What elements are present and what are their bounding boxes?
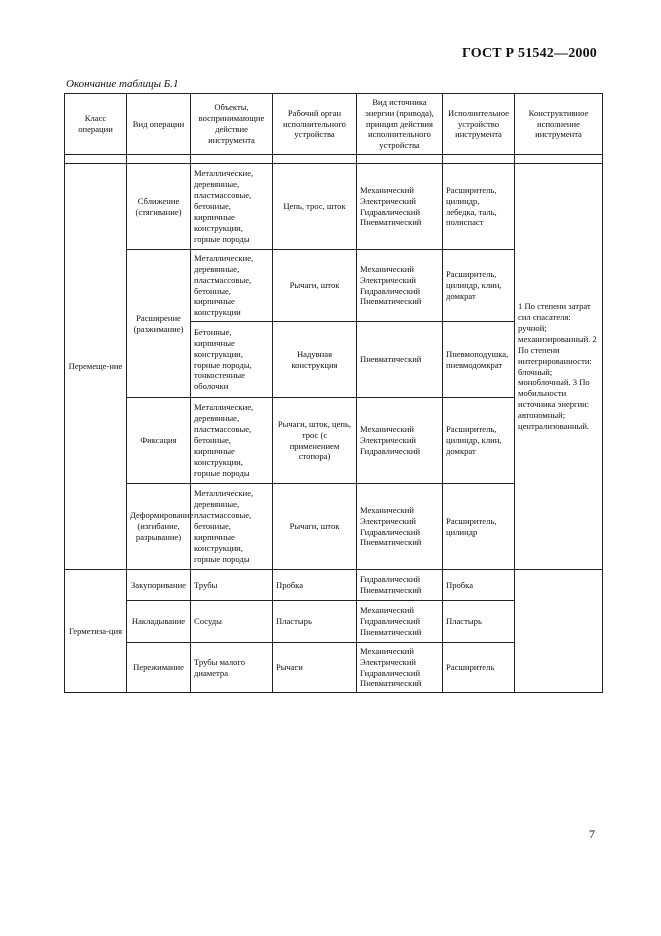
source-cell: Гидравлический Пневматический	[357, 570, 443, 601]
class-cell: Перемеще-ние	[65, 164, 127, 570]
organ-cell: Цепь, трос, шток	[273, 164, 357, 250]
page-number: 7	[589, 827, 595, 841]
construction-cell: 1 По степени затрат сил спасателя: ручной; механизированный. 2 По степени интегрированности: блочный; моноблочный. 3 По мобильности источника энергии: автономный; централизованный.	[515, 164, 603, 570]
construction-empty-cell	[515, 570, 603, 693]
device-cell: Расширитель, цилиндр, клин, домкрат	[443, 250, 515, 322]
organ-cell: Рычаги, шток	[273, 484, 357, 570]
operation-cell: Пережимание	[127, 643, 191, 693]
organ-cell: Рычаги	[273, 643, 357, 693]
source-cell: Механический Электрический Гидравлический Пневматический	[357, 164, 443, 250]
object-cell: Металлические, деревянные, пластмассовые, бетонные, кирпичные конструкции, горные породы	[191, 164, 273, 250]
source-cell: Механический Электрический Гидравлический Пневматический	[357, 643, 443, 693]
table-row	[65, 570, 603, 601]
object-cell: Сосуды	[191, 601, 273, 643]
device-cell: Пневмоподушка, пневмодомкрат	[443, 322, 515, 398]
operation-cell: Деформирование (изгибание, разрывание)	[127, 484, 191, 570]
device-cell: Расширитель, цилиндр, лебедка, таль, полиспаст	[443, 164, 515, 250]
source-cell: Механический Электрический Гидравлический	[357, 398, 443, 484]
table-row	[65, 164, 603, 250]
column-header: Класс операции	[65, 94, 127, 155]
device-cell: Расширитель, цилиндр, клин, домкрат	[443, 398, 515, 484]
column-header: Рабочий орган исполнительного устройства	[273, 94, 357, 155]
device-cell: Пластырь	[443, 601, 515, 643]
column-header: Вид операции	[127, 94, 191, 155]
column-header: Исполнительное устройство инструмента	[443, 94, 515, 155]
device-cell: Пробка	[443, 570, 515, 601]
operation-cell: Фиксация	[127, 398, 191, 484]
device-cell: Расширитель	[443, 643, 515, 693]
object-cell: Бетонные, кирпичные конструкции, горные породы, тонкостенные оболочки	[191, 322, 273, 398]
document-header: ГОСТ Р 51542—2000	[461, 46, 597, 61]
device-cell: Расширитель, цилиндр	[443, 484, 515, 570]
object-cell: Металлические, деревянные, пластмассовые, бетонные, кирпичные конструкции, горные породы	[191, 398, 273, 484]
column-header: Вид источника энергии (привода), принцип действия исполнительного устройства	[357, 94, 443, 155]
organ-cell: Рычаги, шток, цепь, трос (с применением стопора)	[273, 398, 357, 484]
organ-cell: Рычаги, шток	[273, 250, 357, 322]
object-cell: Трубы	[191, 570, 273, 601]
operation-cell: Сближение (стягивание)	[127, 164, 191, 250]
operations-table	[64, 93, 603, 693]
operation-cell: Расширение (разжимание)	[127, 250, 191, 398]
operation-cell: Накладывание	[127, 601, 191, 643]
source-cell: Пневматический	[357, 322, 443, 398]
source-cell: Механический Электрический Гидравлический Пневматический	[357, 250, 443, 322]
organ-cell: Пробка	[273, 570, 357, 601]
table-header-row	[65, 94, 603, 155]
operation-cell: Закупоривание	[127, 570, 191, 601]
source-cell: Механический Гидравлический Пневматический	[357, 601, 443, 643]
organ-cell: Надувная конструкция	[273, 322, 357, 398]
object-cell: Металлические, деревянные, пластмассовые, бетонные, кирпичные конструкции	[191, 250, 273, 322]
object-cell: Трубы малого диаметра	[191, 643, 273, 693]
table-caption: Окончание таблицы Б.1	[66, 78, 179, 90]
object-cell: Металлические, деревянные, пластмассовые, бетонные, кирпичные конструкции, горные породы	[191, 484, 273, 570]
organ-cell: Пластырь	[273, 601, 357, 643]
source-cell: Механический Электрический Гидравлический Пневматический	[357, 484, 443, 570]
column-header: Конструктивное исполнение инструмента	[515, 94, 603, 155]
class-cell: Герметиза-ция	[65, 570, 127, 693]
column-header: Объекты, воспринимающие действие инструмента	[191, 94, 273, 155]
